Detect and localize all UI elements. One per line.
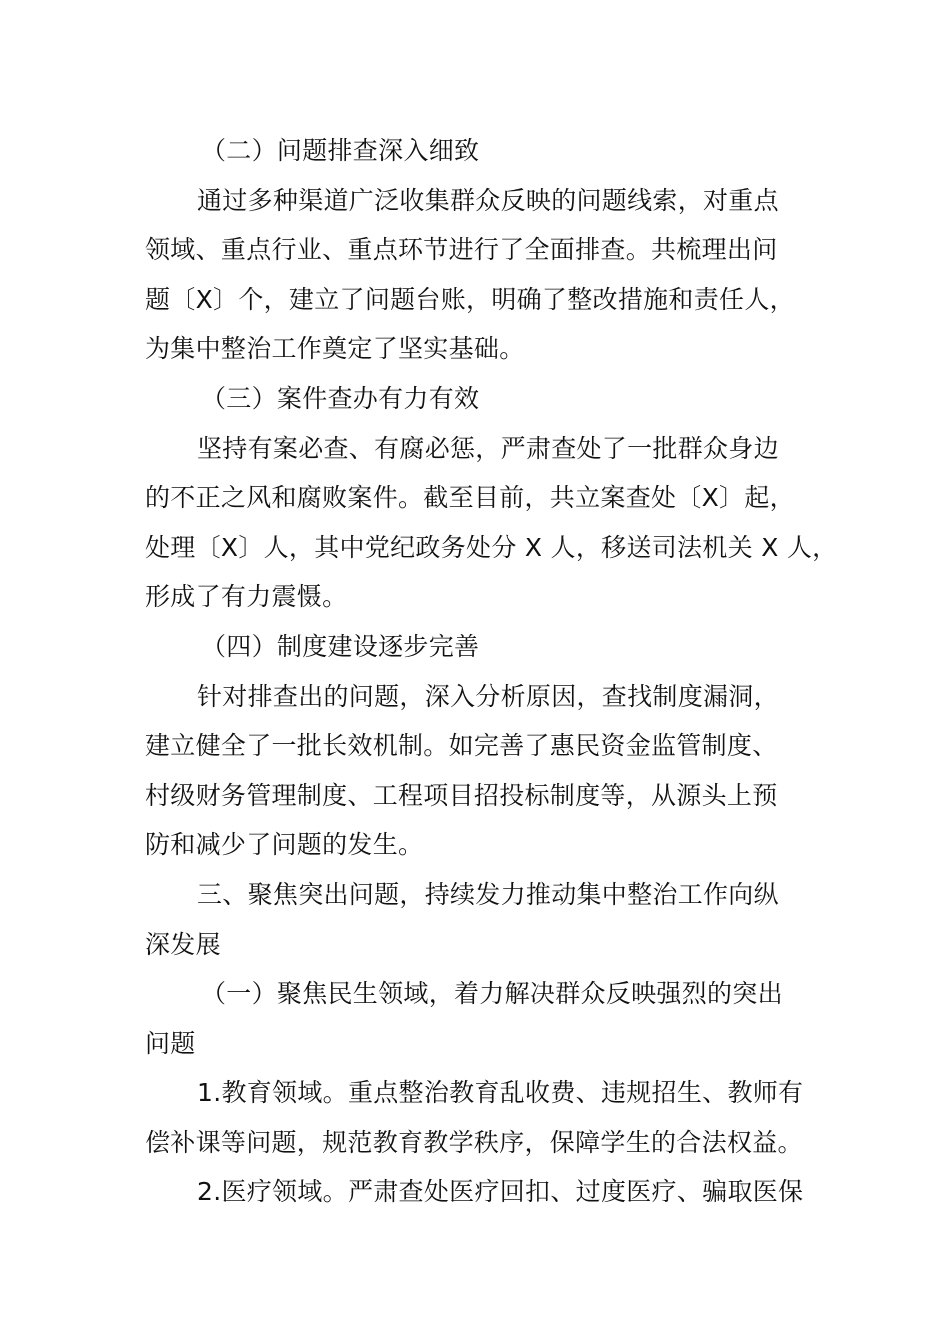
paragraph-line: 建立健全了一批长效机制。如完善了惠民资金监管制度、 bbox=[145, 731, 778, 761]
list-item-education: 1.教育领域。重点整治教育乱收费、违规招生、教师有 bbox=[197, 1078, 804, 1108]
paragraph-line: 形成了有力震慑。 bbox=[145, 582, 348, 612]
section-heading-2: （二）问题排查深入细致 bbox=[201, 136, 480, 165]
chapter-heading-continuation: 深发展 bbox=[145, 929, 221, 959]
chapter-heading-3: 三、聚焦突出问题，持续发力推动集中整治工作向纵 bbox=[197, 879, 779, 909]
document-body bbox=[145, 126, 838, 1217]
paragraph-line: 领域、重点行业、重点环节进行了全面排查。共梳理出问 bbox=[145, 235, 778, 265]
list-item-education-continuation: 偿补课等问题，规范教育教学秩序，保障学生的合法权益。 bbox=[145, 1127, 803, 1157]
list-item-medical: 2.医疗领域。严肃查处医疗回扣、过度医疗、骗取医保 bbox=[197, 1177, 804, 1207]
paragraph-line: 通过多种渠道广泛收集群众反映的问题线索，对重点 bbox=[197, 185, 779, 215]
paragraph-line: 为集中整治工作奠定了坚实基础。 bbox=[145, 334, 525, 364]
subsection-heading-1: （一）聚焦民生领域，着力解决群众反映强烈的突出 bbox=[201, 979, 783, 1009]
subsection-heading-continuation: 问题 bbox=[145, 1028, 196, 1058]
paragraph-line: 坚持有案必查、有腐必惩，严肃查处了一批群众身边 bbox=[197, 433, 779, 463]
paragraph-line: 针对排查出的问题，深入分析原因，查找制度漏洞， bbox=[197, 681, 779, 711]
section-heading-4: （四）制度建设逐步完善 bbox=[201, 631, 480, 661]
paragraph-line: 题〔X〕个，建立了问题台账，明确了整改措施和责任人， bbox=[145, 284, 795, 314]
paragraph-line: 防和减少了问题的发生。 bbox=[145, 830, 424, 860]
paragraph-line: 村级财务管理制度、工程项目招投标制度等，从源头上预 bbox=[145, 780, 778, 810]
paragraph-line: 处理〔X〕人，其中党纪政务处分 X 人，移送司法机关 X 人， bbox=[145, 532, 838, 562]
paragraph-line: 的不正之风和腐败案件。截至目前，共立案查处〔X〕起， bbox=[145, 483, 795, 513]
section-heading-3: （三）案件查办有力有效 bbox=[201, 383, 480, 413]
